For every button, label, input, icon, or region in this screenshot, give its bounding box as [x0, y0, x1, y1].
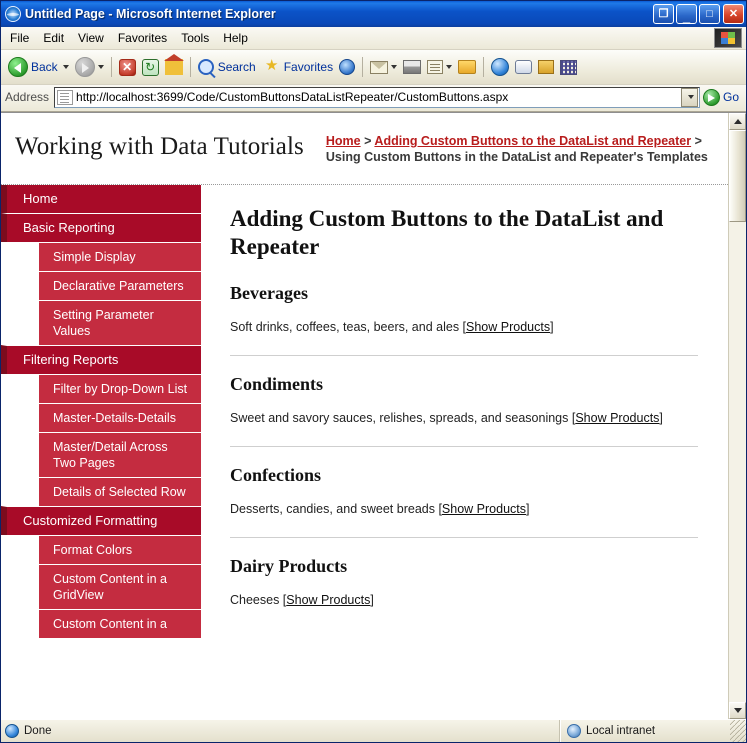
sidebar [1, 185, 202, 638]
sidebar-item-master-details-details[interactable]: Master-Details-Details [1, 403, 201, 432]
favorites-star-icon: ★ [264, 57, 279, 74]
category-description [230, 409, 698, 428]
scroll-down-button[interactable] [729, 702, 746, 719]
sidebar-item-home[interactable]: Home [1, 185, 201, 213]
sidebar-item-filtering-reports[interactable]: Filtering Reports [1, 345, 201, 374]
forward-icon [75, 57, 95, 77]
category-description-suffix: ] [526, 502, 530, 516]
favorites-label: Favorites [283, 60, 334, 74]
resize-grip[interactable] [730, 720, 746, 742]
category-name: Beverages [230, 283, 308, 303]
edit-button[interactable] [424, 54, 455, 80]
category-description-suffix: ] [550, 320, 554, 334]
highlight-icon [538, 60, 554, 74]
category-block [230, 374, 698, 447]
go-label: Go [722, 90, 739, 104]
sidebar-item-basic-reporting[interactable]: Basic Reporting [1, 213, 201, 242]
refresh-button[interactable] [139, 54, 162, 80]
content-heading: Adding Custom Buttons to the DataList and Repeater [230, 206, 664, 259]
go-button[interactable] [700, 87, 743, 108]
security-zone[interactable] [560, 720, 730, 742]
page-header [1, 113, 728, 185]
category-block [230, 283, 698, 356]
chevron-down-icon[interactable] [391, 65, 397, 69]
address-input[interactable] [54, 87, 700, 108]
toolbar-separator [483, 57, 484, 77]
menu-bar [1, 27, 746, 50]
sidebar-item-custom-content-in-a[interactable]: Custom Content in a [1, 609, 201, 638]
category-description-suffix: ] [370, 593, 374, 607]
search-label: Search [217, 60, 256, 74]
scroll-up-button[interactable] [729, 113, 746, 130]
home-icon [165, 59, 183, 75]
go-icon [703, 89, 720, 106]
show-products-link[interactable]: Show Products [575, 411, 660, 425]
category-name: Confections [230, 465, 321, 485]
show-products-link[interactable]: Show Products [466, 320, 551, 334]
page-status-icon [5, 724, 19, 738]
web-page [1, 113, 728, 719]
ie-page-icon [5, 6, 21, 22]
category-description-text: Cheeses [ [230, 593, 287, 607]
search-button[interactable] [195, 54, 259, 80]
media-icon [339, 59, 355, 75]
category-name: Condiments [230, 374, 324, 394]
window-title: Untitled Page - Microsoft Internet Explorer [25, 7, 276, 21]
menu-file[interactable]: File [10, 31, 30, 45]
vertical-scrollbar[interactable] [728, 113, 746, 719]
divider [230, 537, 698, 538]
sidebar-item-format-colors[interactable]: Format Colors [1, 535, 201, 564]
print-button[interactable] [400, 54, 424, 80]
category-description-text: Desserts, candies, and sweet breads [ [230, 502, 442, 516]
mail-button[interactable] [367, 54, 400, 80]
messenger-button[interactable] [488, 54, 512, 80]
folder-button[interactable] [455, 54, 479, 80]
category-description-text: Sweet and savory sauces, relishes, spreads, and seasonings [ [230, 411, 576, 425]
media-button[interactable] [336, 54, 358, 80]
breadcrumb [304, 121, 718, 165]
folder-icon [458, 60, 476, 74]
close-window-button[interactable] [723, 4, 744, 24]
research-button[interactable] [512, 54, 535, 80]
menu-tools[interactable]: Tools [181, 31, 210, 45]
search-icon [198, 59, 214, 75]
content-row [1, 185, 728, 638]
menu-help[interactable]: Help [223, 31, 248, 45]
category-description-suffix: ] [659, 411, 663, 425]
restore-window-button[interactable] [653, 4, 674, 24]
chevron-down-icon[interactable] [98, 65, 104, 69]
status-text: Done [24, 725, 52, 737]
sidebar-item-customized-formatting[interactable]: Customized Formatting [1, 506, 201, 535]
maximize-window-button[interactable] [699, 4, 720, 24]
divider [230, 355, 698, 356]
toolbar-separator [362, 57, 363, 77]
address-label: Address [5, 90, 50, 104]
back-label: Back [31, 60, 58, 74]
sidebar-item-declarative-parameters[interactable]: Declarative Parameters [1, 271, 201, 300]
main-content [202, 185, 728, 638]
category-name: Dairy Products [230, 556, 348, 576]
page-icon [57, 90, 73, 105]
sidebar-item-details-of-selected-row[interactable]: Details of Selected Row [1, 477, 201, 506]
address-url-text[interactable]: http://localhost:3699/Code/CustomButtonsDataListRepeater/CustomButtons.aspx [76, 90, 509, 104]
scrollbar-track[interactable] [729, 130, 746, 702]
stop-icon: ✕ [119, 59, 136, 76]
favorites-button[interactable] [259, 54, 336, 80]
title-bar [1, 1, 746, 27]
back-button[interactable] [5, 54, 72, 80]
category-block [230, 556, 698, 610]
status-message-area [1, 720, 560, 742]
category-description [230, 318, 698, 337]
menu-view[interactable]: View [78, 31, 104, 45]
forward-button[interactable] [72, 54, 107, 80]
edit-icon [427, 60, 443, 74]
menu-edit[interactable]: Edit [43, 31, 65, 45]
grid-button[interactable] [557, 54, 580, 80]
refresh-icon: ↻ [142, 59, 159, 76]
address-dropdown-button[interactable] [681, 88, 698, 107]
grid-icon [560, 60, 577, 75]
page-title: Working with Data Tutorials [15, 133, 304, 160]
toolbar-separator [111, 57, 112, 77]
divider [230, 446, 698, 447]
mail-icon [370, 61, 388, 74]
chevron-down-icon [688, 95, 694, 99]
sidebar-item-setting-parameter-values[interactable]: Setting Parameter Values [1, 300, 201, 345]
category-description [230, 591, 698, 610]
sidebar-item-custom-content-in-a-gridview[interactable]: Custom Content in a GridView [1, 564, 201, 609]
print-icon [403, 60, 421, 74]
breadcrumb-current: Using Custom Buttons in the DataList and Repeater's Templates [325, 150, 708, 164]
stop-button[interactable] [116, 54, 139, 80]
breadcrumb-separator-1: > [360, 134, 375, 148]
category-description-text: Soft drinks, coffees, teas, beers, and ales [ [230, 320, 467, 334]
windows-logo-icon [714, 28, 742, 48]
category-description [230, 500, 698, 519]
browser-viewport [1, 112, 746, 719]
menu-favorites[interactable]: Favorites [117, 31, 168, 45]
show-products-link[interactable]: Show Products [441, 502, 526, 516]
breadcrumb-home-link[interactable]: Home [325, 134, 361, 148]
home-button[interactable] [162, 54, 186, 80]
category-block [230, 465, 698, 538]
back-icon [8, 57, 28, 77]
restore-icon: ❐ [658, 7, 669, 20]
chevron-down-icon[interactable] [446, 65, 452, 69]
sidebar-item-filter-by-drop-down-list[interactable]: Filter by Drop-Down List [1, 374, 201, 403]
standard-toolbar [1, 50, 746, 85]
show-products-link[interactable]: Show Products [286, 593, 371, 607]
chevron-up-icon [734, 119, 742, 124]
highlight-button[interactable] [535, 54, 557, 80]
chevron-down-icon [734, 708, 742, 713]
close-icon: ✕ [728, 7, 739, 20]
maximize-icon: □ [706, 7, 713, 20]
breadcrumb-parent-link[interactable]: Adding Custom Buttons to the DataList and Repeater [374, 134, 692, 148]
messenger-icon [491, 58, 509, 76]
chevron-down-icon[interactable] [63, 65, 69, 69]
toolbar-separator [190, 57, 191, 77]
breadcrumb-separator-2: > [691, 134, 702, 148]
minimize-window-button[interactable] [676, 4, 697, 24]
minimize-icon: _ [682, 9, 691, 24]
sidebar-item-simple-display[interactable]: Simple Display [1, 242, 201, 271]
status-bar [1, 719, 746, 742]
research-icon [515, 60, 532, 74]
flag-glyph [721, 32, 735, 44]
sidebar-item-master-detail-across-two-pages[interactable]: Master/Detail Across Two Pages [1, 432, 201, 477]
zone-label: Local intranet [586, 725, 656, 737]
scrollbar-thumb[interactable] [729, 130, 746, 222]
zone-icon [567, 724, 581, 738]
address-bar [1, 85, 746, 112]
